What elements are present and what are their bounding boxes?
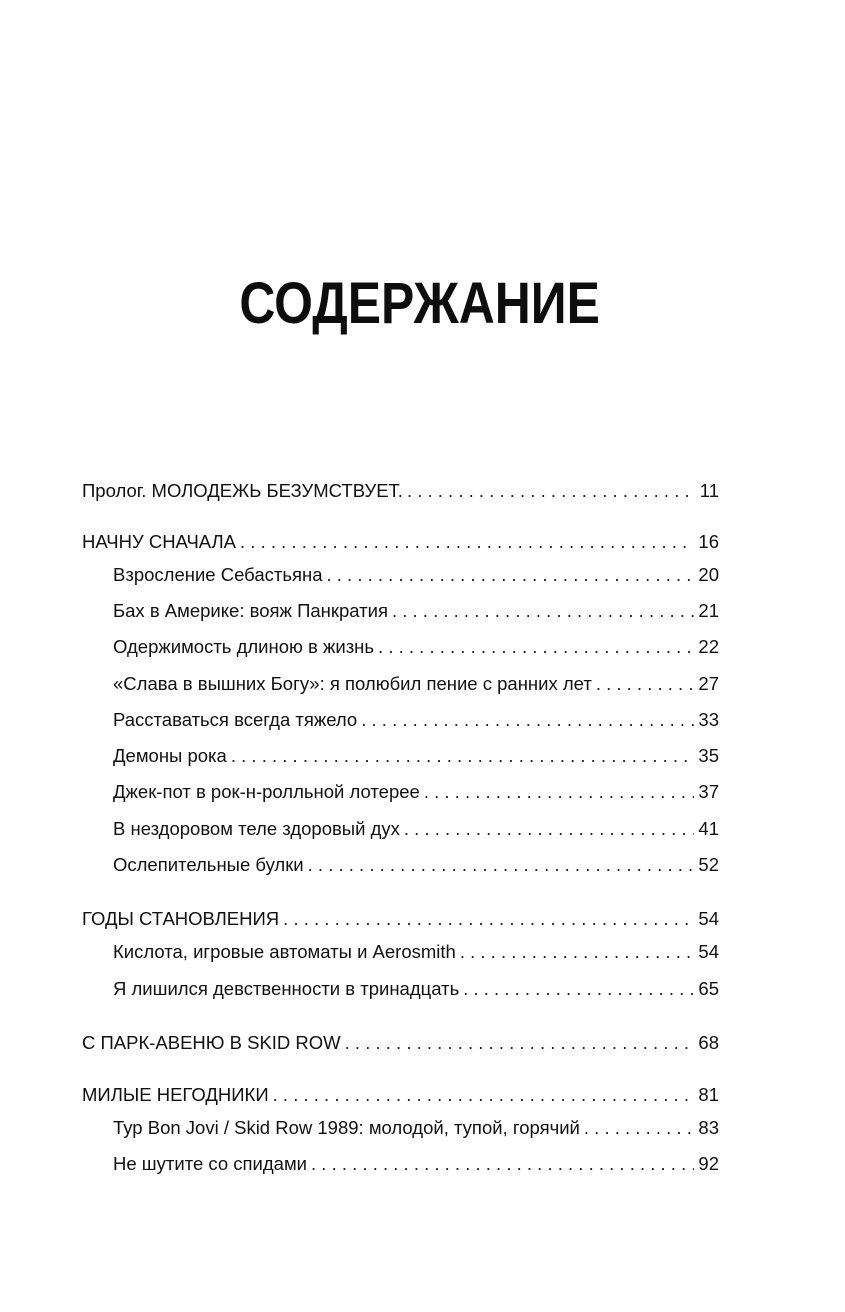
toc-entry-section: [113, 777, 719, 803]
toc-entry-section: [113, 814, 719, 840]
toc-entry-page: 52: [698, 854, 719, 875]
toc-entry-page: 20: [698, 564, 719, 585]
toc-entry-label: «Слава в вышних Богу»: я полюбил пение с ранних лет: [113, 673, 592, 694]
toc-entry-chapter: [82, 904, 719, 930]
toc-entry-section: [113, 560, 719, 586]
toc-dot-leader: [392, 600, 694, 622]
toc-entry-page: 92: [698, 1153, 719, 1174]
toc-entry-section: [113, 974, 719, 1000]
toc-entry-page: 81: [698, 1084, 719, 1105]
toc-entry-chapter: [82, 527, 719, 553]
toc-entry-label: Джек-пот в рок-н-ролльной лотерее: [113, 781, 420, 802]
toc-dot-leader: [424, 781, 695, 803]
toc-entry-page: 21: [698, 600, 719, 621]
toc-entry-label: Я лишился девственности в тринадцать: [113, 978, 460, 999]
toc-entry-label: Одержимость длиною в жизнь: [113, 636, 375, 657]
toc-entry-label: Не шутите со спидами: [113, 1153, 308, 1174]
toc-dot-leader: [463, 978, 694, 1000]
toc-entry-page: 11: [699, 480, 719, 501]
toc-dot-leader: [584, 1117, 695, 1139]
toc-entry-section: [113, 705, 719, 731]
toc-entry-page: 27: [698, 673, 719, 694]
toc-dot-leader: [283, 908, 694, 930]
toc-entry-label: С ПАРК-АВЕНЮ В SKID ROW: [82, 1032, 341, 1053]
toc-dot-leader: [231, 745, 695, 767]
toc-entry-section: [113, 1149, 719, 1175]
toc-entry-label: Расставаться всегда тяжело: [113, 709, 358, 730]
toc-entry-page: 83: [698, 1117, 719, 1138]
toc-entry-chapter: [82, 1080, 719, 1106]
toc-entry-page: 33: [698, 709, 719, 730]
toc-dot-leader: [308, 854, 695, 876]
toc-entry-section: [113, 632, 719, 658]
toc-entry-label: Бах в Америке: вояж Панкратия: [113, 600, 388, 621]
toc-entry-prologue: [82, 476, 719, 502]
toc-entry-label: Демоны рока: [113, 745, 227, 766]
toc-dot-leader: [273, 1084, 695, 1106]
toc-entry-section: [113, 937, 719, 963]
toc-dot-leader: [361, 709, 694, 731]
toc-entry-label: ГОДЫ СТАНОВЛЕНИЯ: [82, 908, 280, 929]
toc-entry-page: 41: [698, 818, 719, 839]
toc-entry-page: 68: [698, 1032, 719, 1053]
toc-entry-label: Кислота, игровые автоматы и Aerosmith: [113, 941, 456, 962]
toc-entry-chapter: [82, 1028, 719, 1054]
toc-dot-leader: [378, 636, 694, 658]
toc-entry-section: [113, 596, 719, 622]
toc-entry-label: Взросление Себастьяна: [113, 564, 323, 585]
toc-entry-label: Тур Bon Jovi / Skid Row 1989: молодой, тупой, горячий: [113, 1117, 580, 1138]
toc-entry-page: 22: [698, 636, 719, 657]
toc-entry-page: 65: [698, 978, 719, 999]
toc-entry-page: 16: [698, 531, 719, 552]
toc-dot-leader: [407, 480, 696, 502]
toc-entry-label: Ослепительные булки: [113, 854, 304, 875]
toc-entry-label: Пролог. МОЛОДЕЖЬ БЕЗУМСТВУЕТ.: [82, 480, 403, 501]
toc-entry-section: [113, 850, 719, 876]
toc-entry-label: МИЛЫЕ НЕГОДНИКИ: [82, 1084, 269, 1105]
toc-dot-leader: [596, 673, 695, 695]
page-title: СОДЕРЖАНИЕ: [239, 271, 600, 336]
toc-dot-leader: [240, 531, 694, 553]
toc-entry-section: [113, 1113, 719, 1139]
toc-entry-label: В нездоровом теле здоровый дух: [113, 818, 400, 839]
toc-entry-page: 54: [698, 908, 719, 929]
toc-dot-leader: [404, 818, 695, 840]
toc-dot-leader: [460, 941, 695, 963]
toc-entry-section: [113, 669, 719, 695]
toc-dot-leader: [327, 564, 695, 586]
toc-entry-page: 35: [698, 745, 719, 766]
toc-entry-section: [113, 741, 719, 767]
toc-dot-leader: [311, 1153, 694, 1175]
toc-entry-label: НАЧНУ СНАЧАЛА: [82, 531, 237, 552]
toc-entry-page: 54: [698, 941, 719, 962]
toc-entry-page: 37: [698, 781, 719, 802]
toc-dot-leader: [345, 1032, 695, 1054]
